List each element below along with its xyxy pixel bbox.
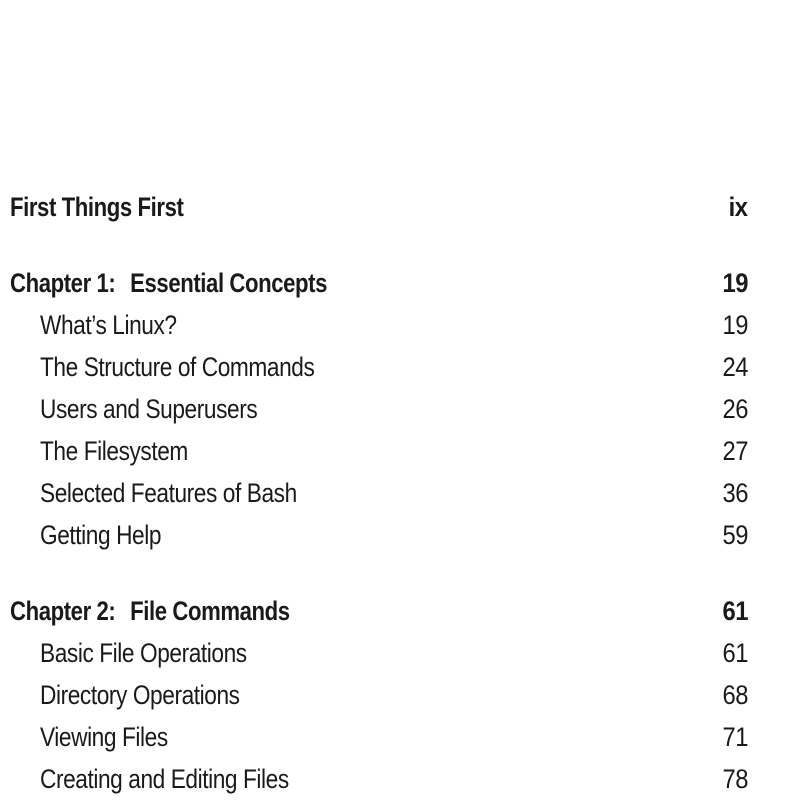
section-title: Directory Operations [40,680,240,710]
toc-section[interactable] [0,636,800,670]
section-page: 68 [722,680,748,710]
chapter-heading [10,266,327,300]
section-title: Selected Features of Bash [40,478,297,508]
section-page: 59 [722,520,748,550]
section-title: Users and Superusers [40,394,258,424]
toc-section[interactable] [0,476,800,510]
section-page: 36 [722,478,748,508]
section-page: 71 [722,722,748,752]
section-page: 27 [722,436,748,466]
toc-section[interactable] [0,678,800,712]
toc-entry-page: ix [729,192,748,222]
section-title: The Filesystem [40,436,188,466]
section-title: Creating and Editing Files [40,764,289,794]
toc-section[interactable] [0,308,800,342]
toc-section[interactable] [0,434,800,468]
section-page: 78 [722,764,748,794]
toc-section[interactable] [0,350,800,384]
chapter-title: Essential Concepts [130,268,328,298]
section-page: 26 [722,394,748,424]
chapter-label: Chapter 1: [10,268,116,298]
section-title: The Structure of Commands [40,352,315,382]
chapter-heading [10,594,290,628]
chapter-title: File Commands [130,596,290,626]
toc-section[interactable] [0,720,800,754]
section-title: What’s Linux? [40,310,177,340]
chapter-page: 19 [722,268,748,298]
toc-chapter-2[interactable] [0,594,800,628]
chapter-label: Chapter 2: [10,596,116,626]
chapter-page: 61 [722,596,748,626]
section-title: Getting Help [40,520,162,550]
section-page: 61 [722,638,748,668]
toc-entry-front[interactable] [0,190,800,224]
section-page: 19 [722,310,748,340]
toc-chapter-1[interactable] [0,266,800,300]
section-title: Basic File Operations [40,638,247,668]
toc-section[interactable] [0,518,800,552]
toc-section[interactable] [0,762,800,796]
toc-section[interactable] [0,392,800,426]
toc-entry-title: First Things First [10,192,184,222]
section-page: 24 [722,352,748,382]
section-title: Viewing Files [40,722,168,752]
